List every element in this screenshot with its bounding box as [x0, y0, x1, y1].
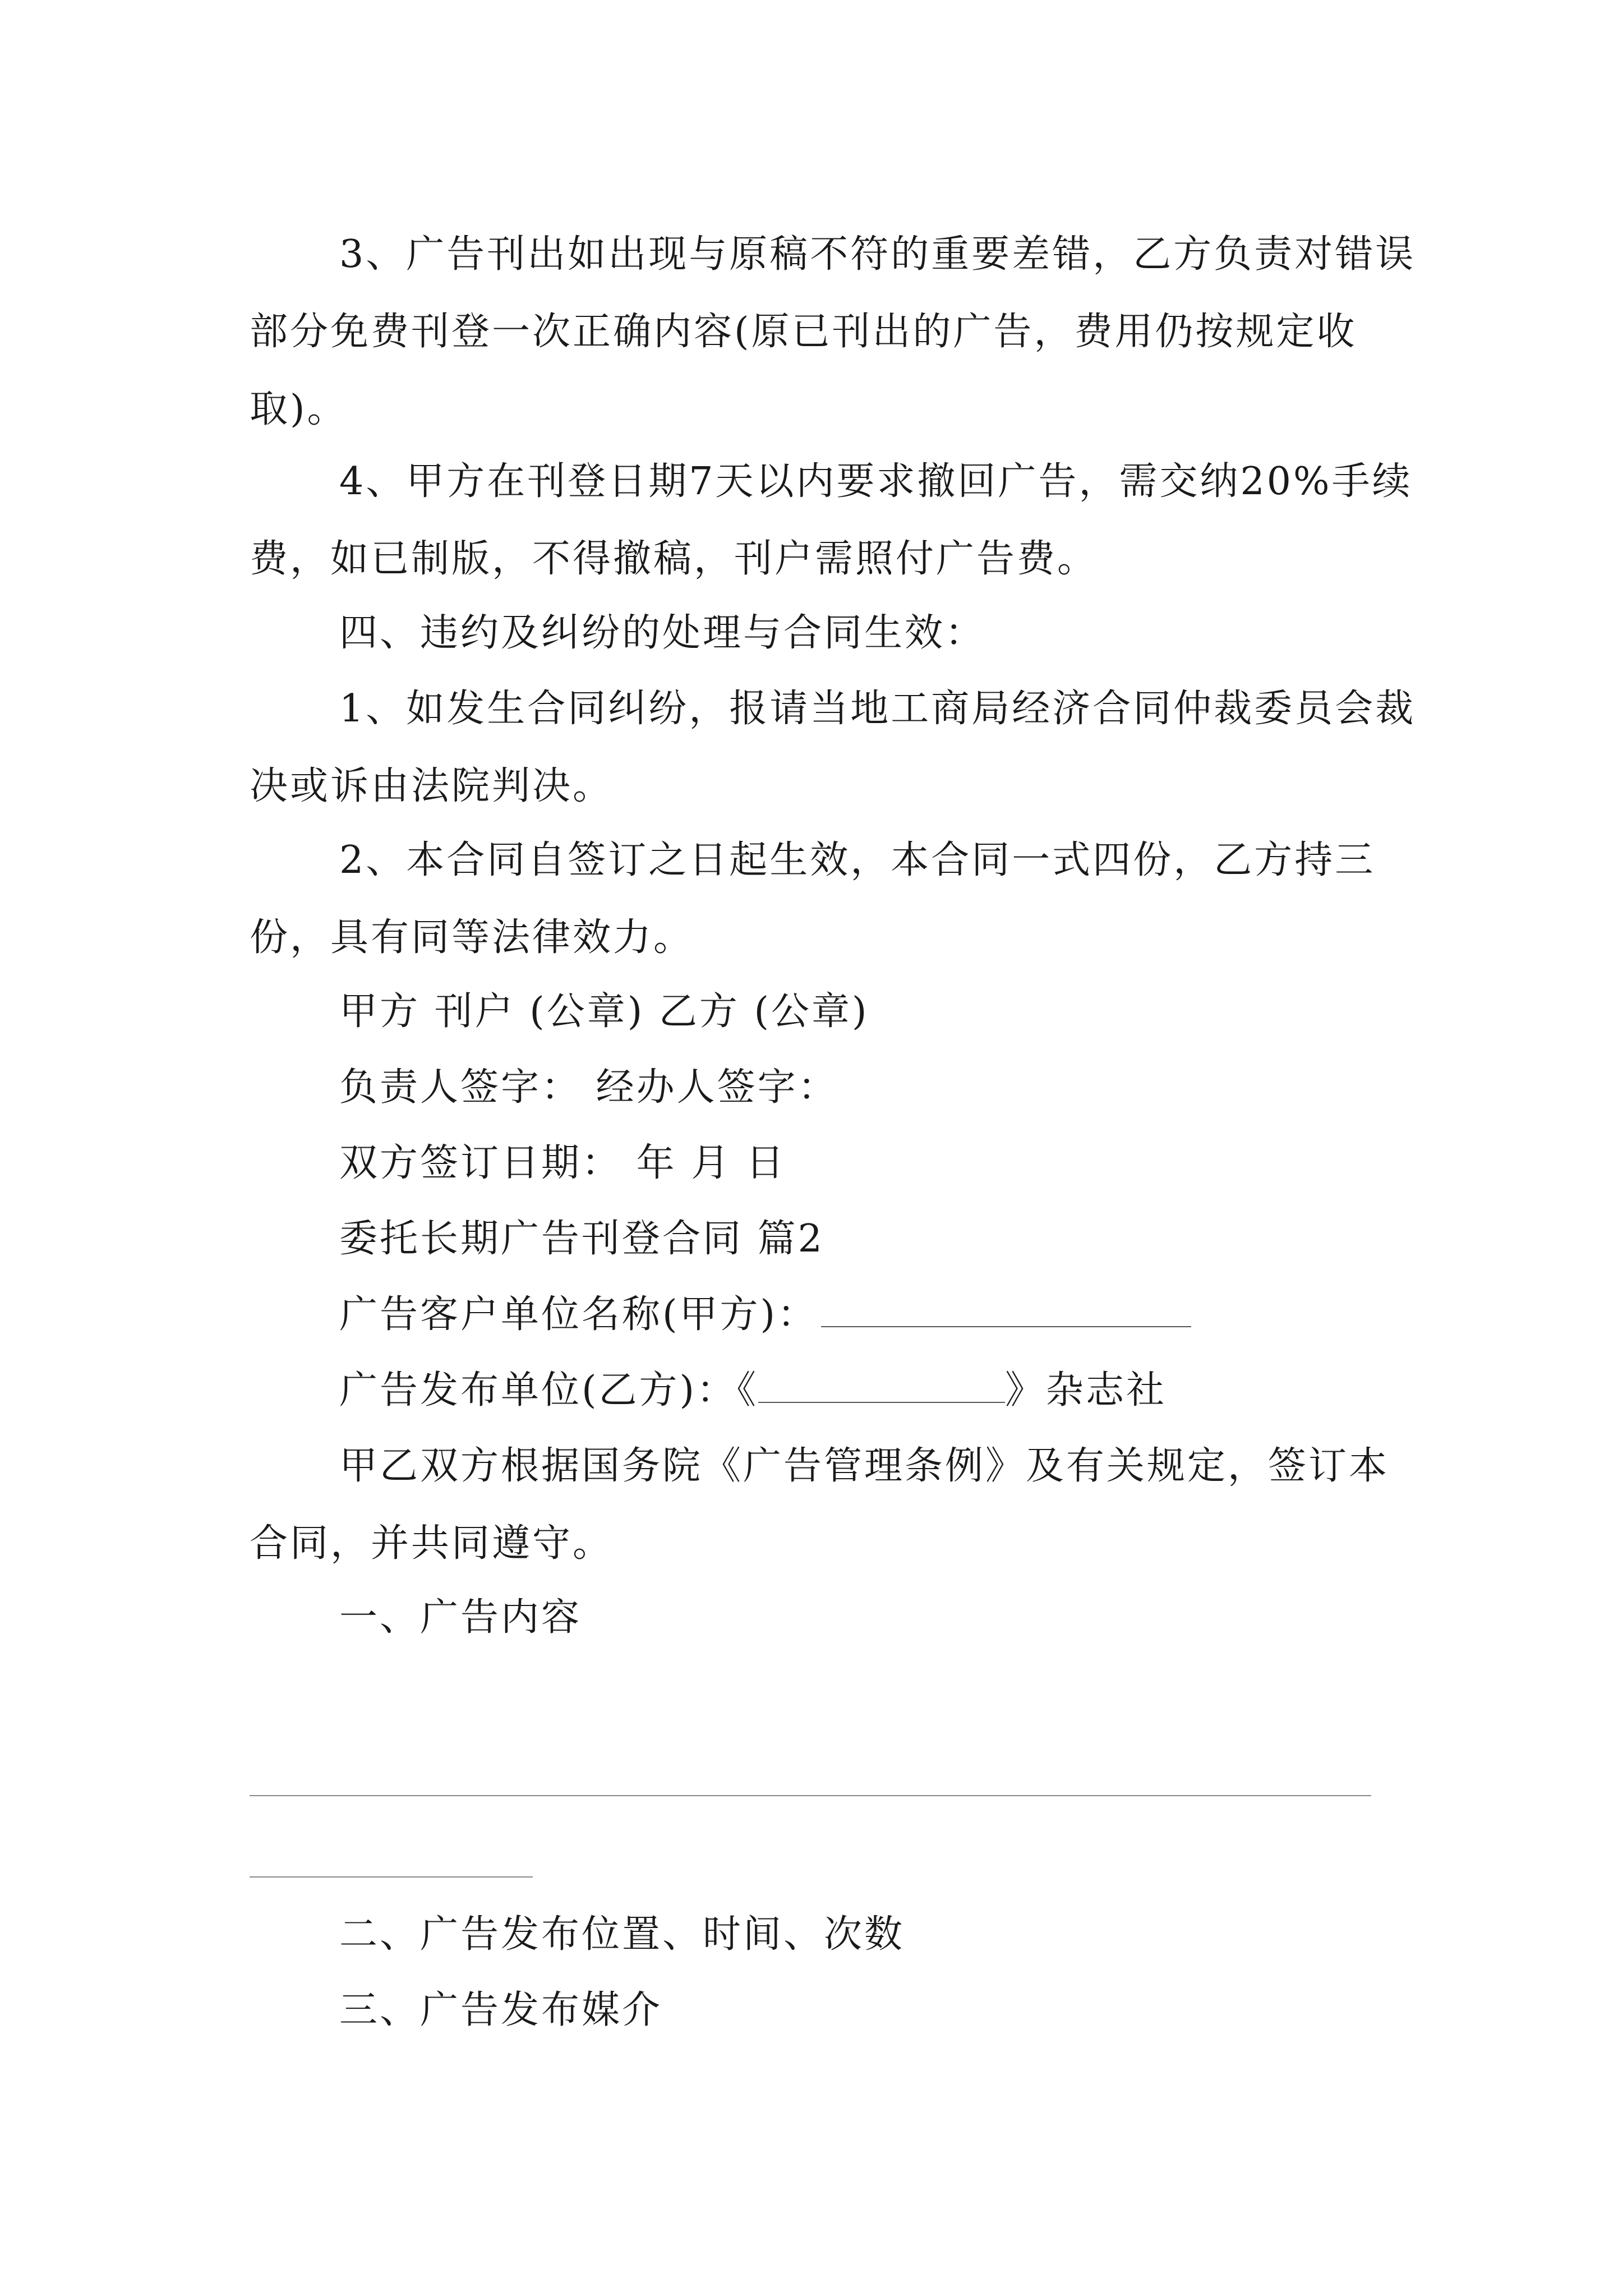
- signature-persons: 负责人签字： 经办人签字：: [339, 1065, 838, 1110]
- paragraph-clause-4: 4、甲方在刊登日期7天以内要求撤回广告，需交纳20%手续费，如已制版，不得撤稿，刊户需照付广告费。: [250, 459, 1413, 581]
- section-heading-breach: 四、违约及纠纷的处理与合同生效：: [339, 611, 986, 655]
- paragraph-agreement-basis: 甲乙双方根据国务院《广告管理条例》及有关规定，签订本合同，并共同遵守。: [250, 1444, 1390, 1566]
- signature-parties: 甲方 刊户 (公章) 乙方 (公章): [339, 990, 869, 1034]
- paragraph-dispute-1: 1、如发生合同纠纷，报请当地工商局经济合同仲裁委员会裁决或诉由法院判决。: [250, 687, 1416, 808]
- section-heading-media: 三、广告发布媒介: [339, 1988, 663, 2032]
- section-heading-position-time: 二、广告发布位置、时间、次数: [339, 1912, 905, 1957]
- publisher-name-blank-line: [758, 1391, 1005, 1403]
- client-name-blank-line: [821, 1315, 1191, 1327]
- client-name-field: 广告客户单位名称(甲方)：: [250, 1276, 1416, 1354]
- contract-title-part2: 委托长期广告刊登合同 篇2: [339, 1217, 824, 1261]
- ad-content-fill-line-1: [250, 1795, 1371, 1796]
- publisher-name-field: 广告发布单位(乙方)：《 》杂志社: [339, 1368, 1167, 1412]
- paragraph-clause-3: 3、广告刊出如出现与原稿不符的重要差错，乙方负责对错误部分免费刊登一次正确内容(原已刊出的广告，费用仍按规定收取)。: [250, 232, 1416, 431]
- paragraph-effect-2: 2、本合同自签订之日起生效，本合同一式四份，乙方持三份，具有同等法律效力。: [250, 838, 1376, 960]
- ad-content-fill-line-2: [250, 1876, 533, 1878]
- signature-date: 双方签订日期： 年 月 日: [339, 1141, 786, 1185]
- section-heading-ad-content: 一、广告内容: [339, 1595, 582, 1640]
